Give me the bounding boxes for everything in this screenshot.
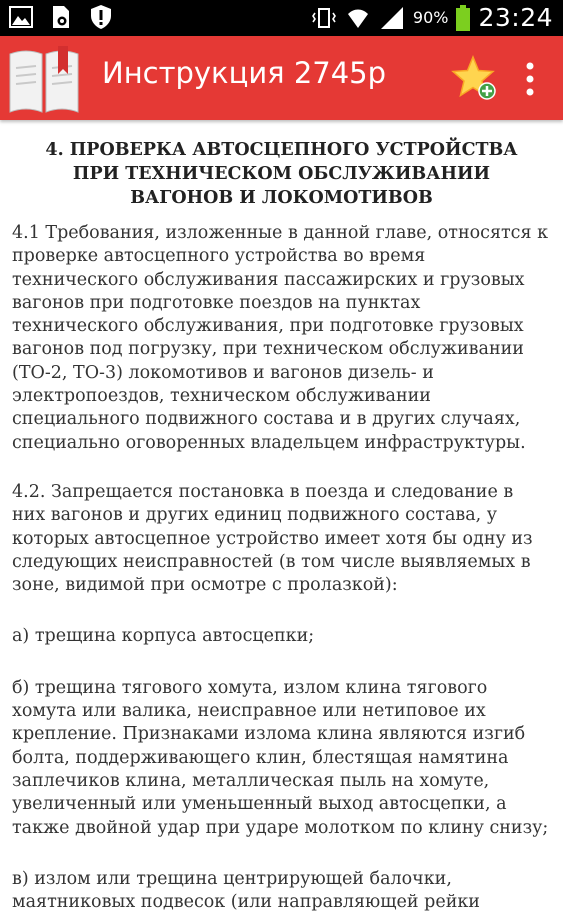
security-shield-icon bbox=[88, 4, 114, 30]
paragraph-4-1: 4.1 Требования, изложенные в данной главе, относятся к проверке автосцепного устройства во время технического обслуживания пассажирских и грузовых вагонов при подготовке поездов на пунктах технического обслуживания, при подготовке грузовых вагонов под погрузку, при техническом обслуживании (ТО-2, ТО-3) локомотивов и вагонов дизель- и электропоездов, техническом обслуживании специального подвижного состава и в других случаях, специально оговоренных владельцем инфраструктуры. bbox=[12, 223, 549, 453]
battery-percent: 90% bbox=[412, 8, 449, 27]
add-bookmark-star-icon[interactable] bbox=[450, 54, 498, 102]
page-title: Инструкция 2745р bbox=[102, 56, 387, 90]
action-bar bbox=[0, 36, 563, 120]
status-bar bbox=[0, 0, 563, 36]
wifi-icon bbox=[345, 5, 371, 31]
list-item-a: а) трещина корпуса автосцепки; bbox=[12, 626, 315, 647]
gallery-icon bbox=[8, 4, 34, 30]
clock: 23:24 bbox=[478, 3, 553, 32]
list-item-v: в) излом или трещина центрирующей балочки, маятниковых подвесок (или направляющей рейки bbox=[12, 868, 480, 913]
signal-icon bbox=[379, 5, 405, 31]
system-icons bbox=[311, 3, 553, 32]
battery-icon bbox=[456, 5, 470, 31]
notification-icons bbox=[8, 4, 114, 30]
overflow-menu-icon[interactable] bbox=[518, 60, 542, 98]
vibrate-icon bbox=[311, 5, 337, 31]
paragraph-4-2: 4.2. Запрещается постановка в поезда и следование в них вагонов и других единиц подвижного состава, у которых автосцепное устройство имеет хотя бы одну из следующих неисправностей (в том числе выявляемых в зоне, видимой при осмотре с пролазкой): bbox=[12, 481, 533, 596]
document-content[interactable] bbox=[0, 120, 563, 913]
list-item-b: б) трещина тягового хомута, излом клина тягового хомута или валика, неисправное или нетиповое их крепление. Признаками излома клина являются изгиб болта, поддерживающего клин, блестящая намятина заплечиков клина, металлическая пыль на хомуте, увеличенный или уменьшенный выход автосцепки, а также двойной удар при ударе молотком по клину снизу; bbox=[12, 677, 549, 838]
app-book-icon[interactable] bbox=[4, 42, 84, 116]
file-settings-icon bbox=[48, 4, 74, 30]
section-heading: 4. ПРОВЕРКА АВТОСЦЕПНОГО УСТРОЙСТВА ПРИ ТЕХНИЧЕСКОМ ОБСЛУЖИВАНИИ ВАГОНОВ И ЛОКОМОТИВОВ bbox=[45, 140, 518, 208]
